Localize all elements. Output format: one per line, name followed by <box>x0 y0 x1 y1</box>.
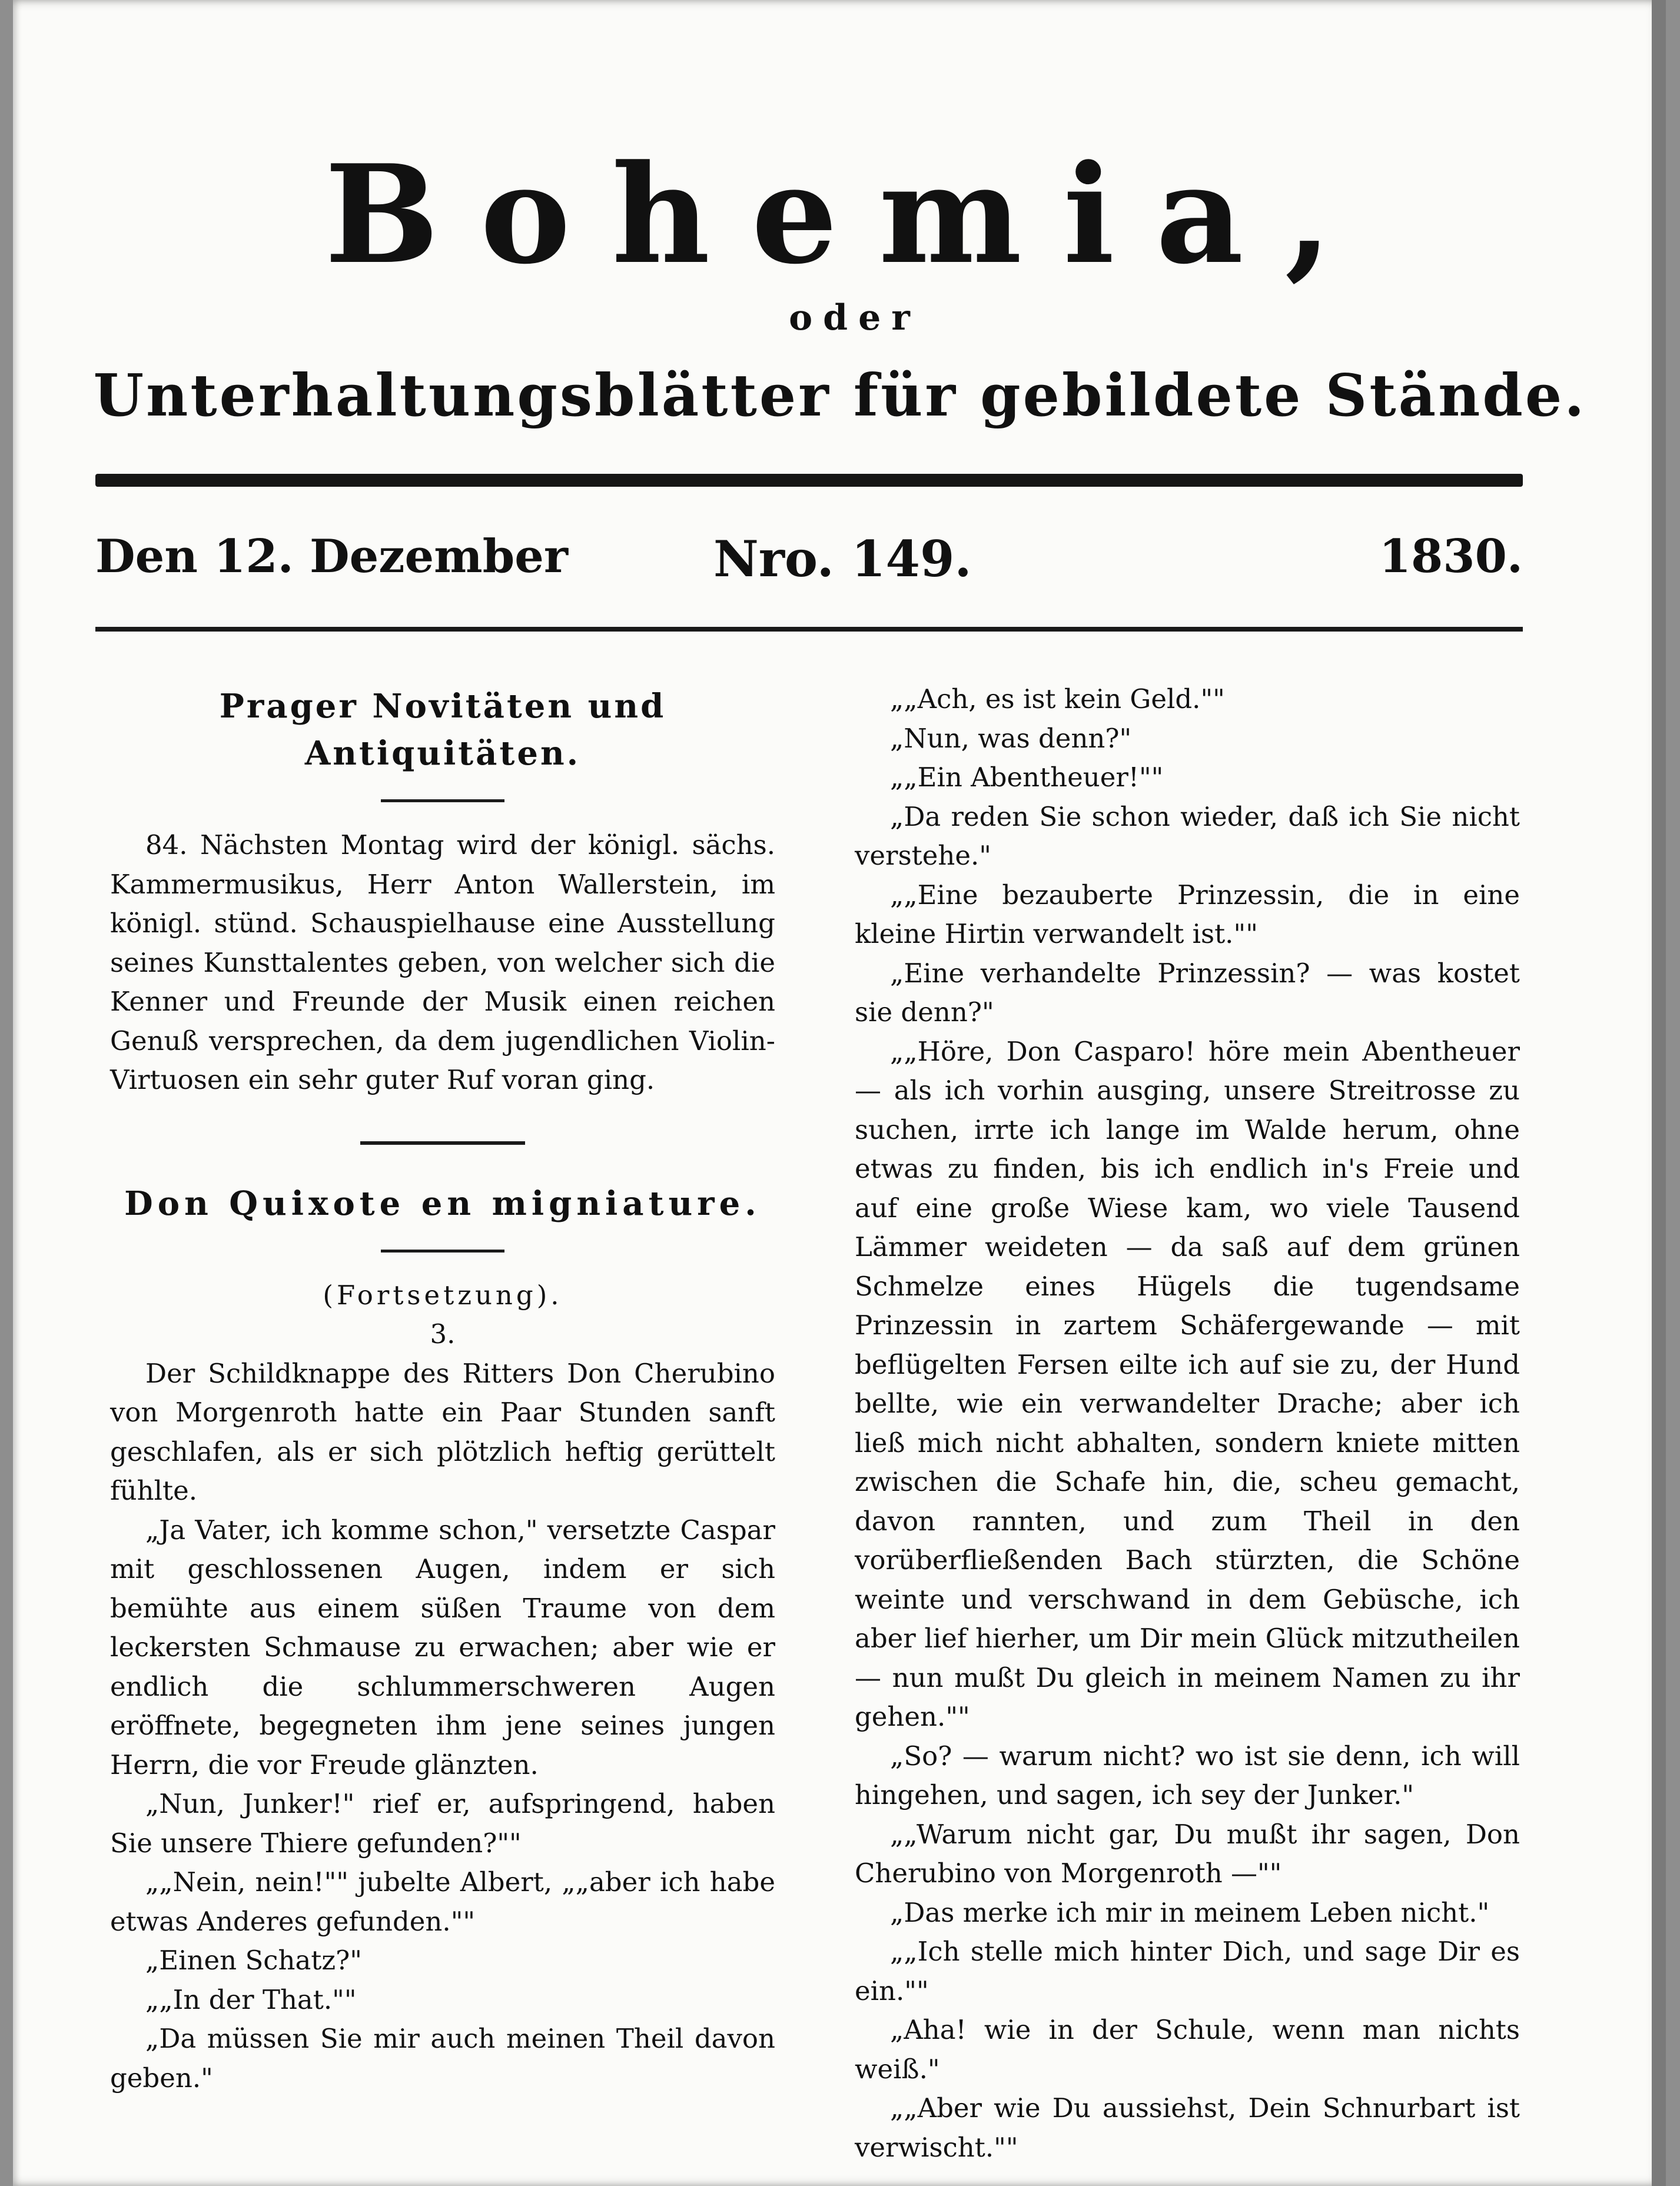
left-paragraph: „Einen Schatz?" <box>145 1945 362 1976</box>
right-paragraph: „„Warum nicht gar, Du mußt ihr sagen, Don Cherubino von Morgenroth —"" <box>855 1818 1520 1889</box>
right-paragraph: „„Höre, Don Casparo! höre mein Abentheuer — als ich vorhin ausging, unsere Streitrosse zu suchen, irrte ich lange im Walde herum, ohne etwas zu finden, bis ich endlich in's Freie und auf eine große Wiese kam, wo viele Tausend Lämmer weideten — da saß auf dem grünen Schmelze eines Hügels die tugendsame Prinzessin in zartem Schäfergewande — mit beflügelten Fersen eilte ich auf sie zu, der Hund bellte, wie ein verwandelter Drache; aber ich ließ mich nicht abhalten, sondern kniete mitten zwischen die Schafe hin, die, scheu gemacht, davon rannten, und zum Theil in den vorüberfließenden Bach stürzten, die Schöne weinte und verschwand in dem Gebüsche, ich aber lief hierher, um Dir mein Glück mitzutheilen — nun mußt Du gleich in meinem Namen zu ihr gehen."" <box>855 1035 1520 1732</box>
article1-rule <box>381 799 504 802</box>
article-separator <box>360 1141 525 1145</box>
right-paragraph: „Nun, was denn?" <box>890 722 1132 754</box>
left-column <box>110 683 775 2098</box>
masthead-title: Bohemia, <box>324 135 1373 294</box>
article2-heading: Don Quixote en migniature. <box>124 1184 761 1223</box>
newspaper-page <box>13 0 1666 2186</box>
article1-text: 84. Nächsten Montag wird der königl. sächs. Kammermusikus, Herr Anton Wallerstein, im königl. stünd. Schauspielhause eine Ausstellung seines Kunsttalentes geben, von welcher sich die Kenner und Freunde der Musik einen reichen Genuß versprechen, da dem jugendlichen Violin-Virtuosen ein sehr guter Ruf voran ging. <box>110 829 775 1095</box>
issue-year: 1830. <box>1379 530 1523 583</box>
left-paragraph: Der Schildknappe des Ritters Don Cherubino von Morgenroth hatte ein Paar Stunden sanft geschlafen, als er sich plötzlich heftig gerüttelt fühlte. <box>110 1357 775 1506</box>
left-paragraph: „Ja Vater, ich komme schon," versetzte Caspar mit geschlossenen Augen, indem er sich bemühte aus einem süßen Traume von dem leckersten Schmause zu erwachen; aber wie er endlich die schlummerschweren Augen eröffnete, begegneten ihm jene seines jungen Herrn, die vor Freude glänzten. <box>110 1514 775 1780</box>
right-column <box>855 680 1520 2167</box>
right-paragraph: „Eine verhandelte Prinzessin? — was kostet sie denn?" <box>855 957 1520 1028</box>
right-paragraph: „„Eine bezauberte Prinzessin, die in eine kleine Hirtin verwandelt ist."" <box>855 879 1520 949</box>
left-paragraph: „„Nein, nein!"" jubelte Albert, „„aber ich habe etwas Anderes gefunden."" <box>110 1866 775 1937</box>
article2-continued: (Fortsetzung). <box>323 1279 563 1311</box>
page-edge-shadow <box>1652 0 1666 2186</box>
left-paragraph: „„In der That."" <box>145 1984 357 2015</box>
right-paragraph: „So? — warum nicht? wo ist sie denn, ich will hingehen, und sagen, ich sey der Junker." <box>855 1740 1520 1810</box>
left-paragraph: „Nun, Junker!" rief er, aufspringend, haben Sie unsere Thiere gefunden?"" <box>110 1788 775 1859</box>
right-paragraph: „Aha! wie in der Schule, wenn man nichts weiß." <box>855 2014 1520 2085</box>
right-paragraph: „„Ein Abentheuer!"" <box>890 762 1164 793</box>
right-paragraph: „„Ich stelle mich hinter Dich, und sage Dir es ein."" <box>855 1936 1520 2006</box>
right-paragraph: „Das merke ich mir in meinem Leben nicht." <box>890 1896 1490 1928</box>
masthead-rule <box>95 474 1523 487</box>
right-paragraph: „„Ach, es ist kein Geld."" <box>890 683 1225 715</box>
article2-section: 3. <box>430 1318 456 1350</box>
masthead-subtitle: Unterhaltungsblätter für gebildete Stände. <box>93 362 1587 430</box>
issue-date: Den 12. Dezember <box>95 530 568 583</box>
dateline <box>95 530 1523 594</box>
left-paragraph: „Da müssen Sie mir auch meinen Theil davon geben." <box>110 2023 775 2094</box>
right-paragraph: „„Aber wie Du aussiehst, Dein Schnurbart ist verwischt."" <box>855 2092 1520 2163</box>
article2-rule <box>381 1250 504 1253</box>
issue-number: Nro. 149. <box>713 530 972 588</box>
dateline-rule <box>95 627 1523 632</box>
masthead-oder: oder <box>789 297 921 338</box>
right-paragraph: „Da reden Sie schon wieder, daß ich Sie nicht verstehe." <box>855 800 1520 871</box>
article1-heading: Prager Novitäten und Antiquitäten. <box>219 687 666 773</box>
